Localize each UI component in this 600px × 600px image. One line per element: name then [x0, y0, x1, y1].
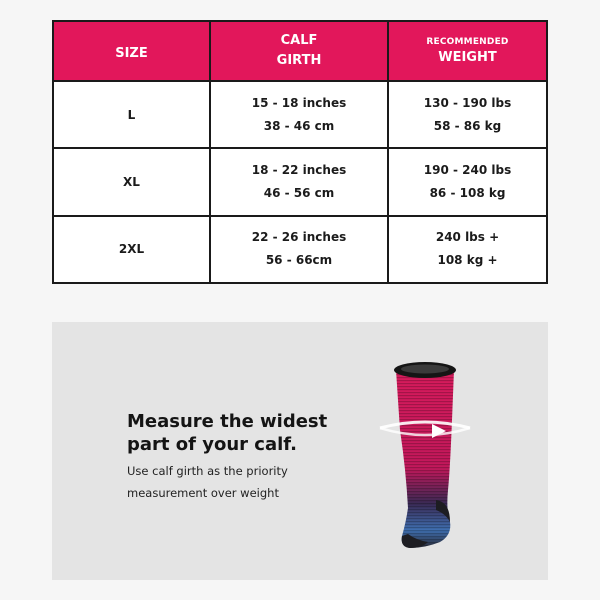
calf-cm: 46 - 56 cm — [263, 185, 335, 200]
table-header-row — [53, 21, 547, 81]
calf-inches: 15 - 18 inches — [251, 95, 347, 110]
headline-line1: Measure the widest — [127, 411, 328, 432]
weight-cell — [388, 148, 547, 215]
header-calf-girth — [210, 21, 388, 81]
weight-kg: 108 kg + — [437, 253, 498, 268]
subtext-line1: Use calf girth as the priority — [127, 464, 288, 478]
table-row — [53, 81, 547, 148]
weight-kg: 58 - 86 kg — [433, 118, 502, 133]
weight-lbs: 240 lbs + — [435, 230, 500, 245]
measure-headline — [127, 410, 387, 456]
calf-cm: 56 - 66cm — [265, 253, 333, 268]
calf-inches: 22 - 26 inches — [251, 230, 347, 245]
measure-subtext — [127, 460, 357, 504]
weight-cell — [388, 216, 547, 283]
calf-girth-cell — [210, 216, 388, 283]
weight-kg: 86 - 108 kg — [429, 185, 506, 200]
header-size: SIZE — [53, 21, 210, 81]
table-row — [53, 216, 547, 283]
header-weight-line1: RECOMMENDED — [426, 37, 509, 47]
measure-instructions-panel — [52, 322, 548, 580]
subtext-line2: measurement over weight — [127, 486, 279, 500]
weight-cell — [388, 81, 547, 148]
weight-lbs: 190 - 240 lbs — [423, 162, 512, 177]
calf-girth-cell — [210, 148, 388, 215]
headline-line2: part of your calf. — [127, 434, 297, 455]
header-weight-line2: WEIGHT — [438, 50, 497, 65]
header-calf-line1: CALF — [280, 33, 318, 48]
calf-inches: 18 - 22 inches — [251, 162, 347, 177]
size-cell: L — [53, 81, 210, 148]
header-calf-line2: GIRTH — [276, 53, 322, 68]
calf-girth-cell — [210, 81, 388, 148]
table-row — [53, 148, 547, 215]
compression-sock-icon — [370, 350, 490, 555]
weight-lbs: 130 - 190 lbs — [423, 95, 512, 110]
header-recommended-weight — [388, 21, 547, 81]
size-cell: 2XL — [53, 216, 210, 283]
calf-cm: 38 - 46 cm — [263, 118, 335, 133]
size-chart-table — [52, 20, 548, 284]
size-cell: XL — [53, 148, 210, 215]
